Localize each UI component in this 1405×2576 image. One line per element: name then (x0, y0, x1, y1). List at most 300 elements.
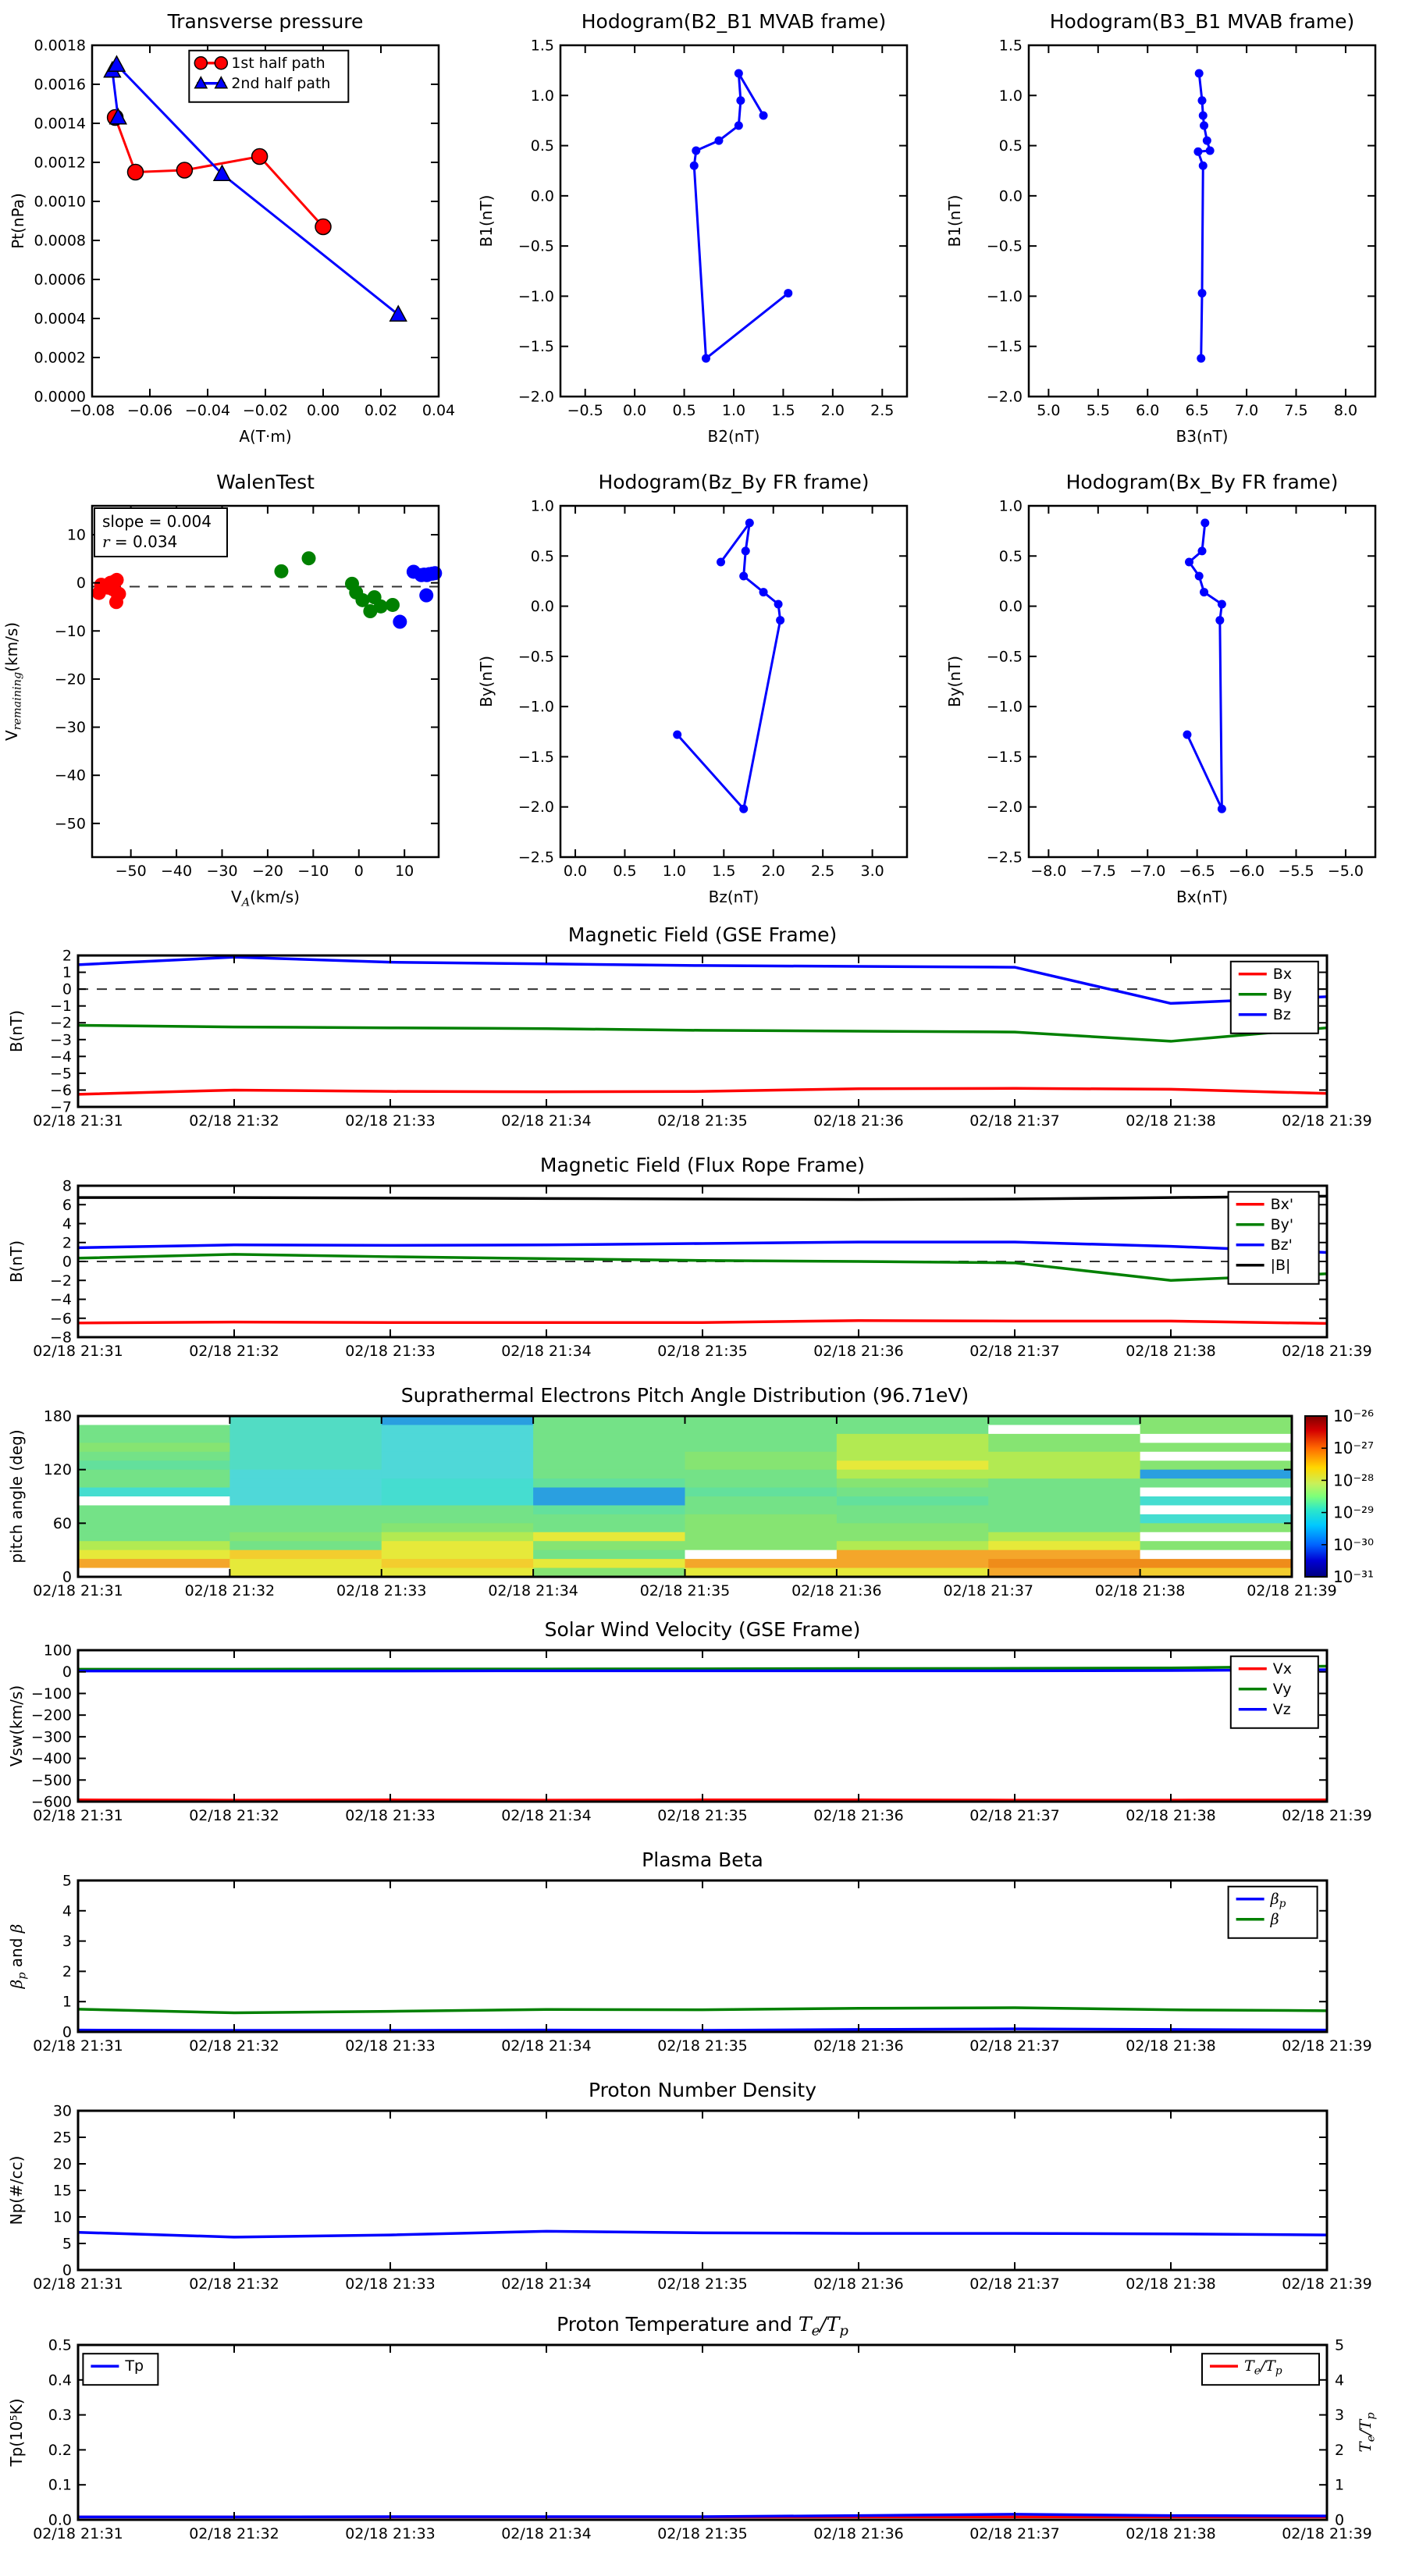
colorbar-tick-label: 10⁻²⁸ (1333, 1471, 1375, 1490)
y-axis-label: B1(nT) (477, 194, 496, 247)
y-tick-label: 30 (52, 2102, 72, 2120)
x-tick-label: −20 (251, 863, 283, 880)
y-tick-label: 0 (62, 1663, 72, 1681)
x-tick-label: 02/18 21:34 (501, 1343, 592, 1360)
data-point-marker (735, 121, 743, 130)
x-tick-label: 02/18 21:34 (501, 1112, 592, 1130)
x-tick-label: 02/18 21:39 (1282, 1807, 1372, 1824)
data-point-marker (739, 805, 748, 813)
heatmap-cell (229, 1461, 382, 1470)
heatmap-cell (382, 1559, 534, 1568)
heatmap-cell (988, 1416, 1140, 1425)
data-point-marker (1198, 289, 1207, 297)
x-tick-label: 02/18 21:34 (501, 1807, 592, 1824)
heatmap-cell (382, 1434, 534, 1443)
y-tick-label: −2.0 (986, 799, 1023, 817)
data-point-marker (759, 588, 768, 596)
y-tick-label: −0.5 (518, 648, 554, 666)
heatmap-cell (1140, 1461, 1293, 1470)
heatmap-cell (229, 1425, 382, 1434)
data-point-marker (690, 162, 699, 170)
heatmap-cell (1140, 1416, 1293, 1425)
legend-label: $T_e/T_p$ (1244, 2357, 1282, 2378)
y-tick-label: 0.5 (48, 2336, 72, 2354)
x-tick-label: −0.08 (69, 402, 116, 419)
y-axis-label: pitch angle (deg) (7, 1429, 26, 1564)
x-tick-label: 6.0 (1136, 402, 1160, 419)
x-tick-label: 02/18 21:36 (813, 2525, 904, 2542)
y-tick-label: 0.3 (48, 2407, 72, 2425)
y-tick-label: −1.0 (986, 287, 1023, 305)
data-point-marker (1203, 137, 1211, 145)
y-tick-label: −4 (49, 1291, 72, 1308)
y-axis-label: Tp(10⁵K) (7, 2398, 26, 2467)
heatmap-cell (78, 1488, 230, 1497)
legend-label: β (1270, 1910, 1279, 1928)
x-tick-label: 02/18 21:37 (969, 1112, 1060, 1130)
heatmap-cell (229, 1550, 382, 1560)
y-tick-label: 4 (62, 1215, 72, 1233)
legend-label: Vx (1272, 1660, 1293, 1678)
data-point-marker (1200, 518, 1209, 527)
y-axis-label: By(nT) (945, 655, 964, 708)
y-tick-label: −2 (49, 1272, 72, 1290)
y-tick-label: −300 (30, 1728, 72, 1746)
plot-title: Magnetic Field (Flux Rope Frame) (539, 1154, 866, 1176)
heatmap-cell (229, 1505, 382, 1514)
y-tick-label: 0.0000 (34, 388, 86, 406)
heatmap-cell (533, 1488, 685, 1497)
x-tick-label: 02/18 21:38 (1126, 2275, 1216, 2293)
data-point-marker (702, 354, 710, 363)
heatmap-cell (533, 1541, 685, 1550)
plot-title: Hodogram(B3_B1 MVAB frame) (1049, 10, 1355, 33)
walen-test-chart (0, 461, 468, 921)
heatmap-cell (1140, 1541, 1293, 1550)
magnetic-field-fluxrope-chart (0, 1151, 1405, 1382)
data-point-marker (736, 96, 745, 105)
y-tick-label: −1.0 (518, 287, 554, 305)
heatmap-cell (988, 1541, 1140, 1550)
plot-title: Solar Wind Velocity (GSE Frame) (544, 1618, 861, 1641)
right-y-tick-label: 3 (1335, 2407, 1345, 2425)
heatmap-cell (685, 1496, 838, 1506)
heatmap-cell (78, 1523, 230, 1532)
y-tick-label: 3 (62, 1933, 72, 1951)
x-tick-label: −5.5 (1278, 863, 1314, 880)
y-tick-label: 8 (62, 1177, 72, 1195)
plot-title: Suprathermal Electrons Pitch Angle Distribution (96.71eV) (400, 1384, 969, 1407)
x-tick-label: −6.5 (1179, 863, 1215, 880)
x-axis-label: Bx(nT) (1176, 888, 1229, 906)
Bz'-line (78, 1242, 1327, 1252)
x-tick-label: 02/18 21:34 (501, 2275, 592, 2293)
plot-title: Plasma Beta (642, 1848, 763, 1871)
heatmap-cell (1140, 1496, 1293, 1506)
y-tick-label: 0.0010 (34, 193, 86, 211)
y-tick-label: −200 (30, 1706, 72, 1724)
heatmap-cell (685, 1434, 838, 1443)
heatmap-cell (533, 1443, 685, 1452)
y-tick-label: 20 (52, 2155, 72, 2173)
heatmap-cell (685, 1478, 838, 1488)
legend-label: By (1272, 985, 1293, 1003)
heatmap-cell (1140, 1514, 1293, 1524)
x-tick-label: 02/18 21:36 (791, 1582, 882, 1599)
heatmap-cell (229, 1488, 382, 1497)
y-tick-label: −1.0 (986, 698, 1023, 716)
data-point-marker (1200, 588, 1208, 596)
y-tick-label: 1.5 (998, 37, 1023, 55)
heatmap-cell (533, 1523, 685, 1532)
heatmap-cell (78, 1496, 230, 1506)
heatmap-cell (685, 1559, 838, 1568)
heatmap-cell (837, 1505, 989, 1514)
x-tick-label: 02/18 21:38 (1126, 1343, 1216, 1360)
y-tick-label: 6 (62, 1196, 72, 1214)
heatmap-cell (1140, 1523, 1293, 1532)
data-point-marker (128, 165, 144, 180)
heatmap-cell (78, 1478, 230, 1488)
heatmap-cell (988, 1559, 1140, 1568)
heatmap-cell (837, 1496, 989, 1506)
y-tick-label: 2 (62, 1234, 72, 1252)
heatmap-cell (988, 1443, 1140, 1452)
heatmap-cell (685, 1505, 838, 1514)
heatmap-cell (78, 1461, 230, 1470)
y-tick-label: 1 (62, 1993, 72, 2011)
heatmap-cell (837, 1514, 989, 1524)
heatmap-cell (533, 1452, 685, 1461)
data-point-marker (742, 546, 750, 555)
legend-label: Bx (1272, 965, 1293, 983)
heatmap-cell (685, 1425, 838, 1434)
heatmap-cell (988, 1478, 1140, 1488)
y-tick-label: 0.0012 (34, 154, 86, 172)
heatmap-cell (382, 1488, 534, 1497)
x-tick-label: 02/18 21:37 (969, 1343, 1060, 1360)
y-tick-label: 0 (76, 575, 86, 592)
heatmap-cell (837, 1425, 989, 1434)
y-tick-label: −20 (54, 671, 86, 688)
legend-label: Bz' (1270, 1236, 1293, 1254)
data-point-marker (1200, 121, 1208, 130)
heatmap-cell (837, 1478, 989, 1488)
data-point-marker (1199, 112, 1208, 120)
x-tick-label: 0 (354, 863, 364, 880)
y-tick-label: −1.0 (518, 698, 554, 716)
data-point-marker (419, 589, 433, 603)
y-tick-label: 0.0006 (34, 271, 86, 289)
x-tick-label: 02/18 21:31 (33, 2525, 123, 2542)
heatmap-cell (1140, 1452, 1293, 1461)
heatmap-cell (837, 1488, 989, 1497)
hodogram-bxby-chart (937, 461, 1405, 921)
beta-line (78, 2008, 1327, 2013)
x-tick-label: 02/18 21:33 (345, 1343, 436, 1360)
x-tick-label: 0.0 (623, 402, 647, 419)
heatmap-cell (988, 1470, 1140, 1479)
heatmap-cell (685, 1523, 838, 1532)
data-point-marker (1218, 805, 1226, 813)
data-point-marker (1195, 69, 1204, 78)
x-tick-label: 2.5 (870, 402, 895, 419)
x-tick-label: 02/18 21:39 (1247, 1582, 1337, 1599)
y-tick-label: 100 (43, 1642, 72, 1660)
x-tick-label: 02/18 21:35 (657, 1112, 748, 1130)
y-tick-label: 0.0 (998, 598, 1023, 616)
x-tick-label: 02/18 21:33 (345, 2525, 436, 2542)
y-tick-label: −100 (30, 1685, 72, 1703)
x-tick-label: 02/18 21:32 (189, 2275, 279, 2293)
proton-temperature-chart (0, 2311, 1405, 2568)
y-tick-label: 120 (43, 1461, 72, 1479)
solar-wind-velocity-chart (0, 1616, 1405, 1846)
x-tick-label: 1.0 (721, 402, 746, 419)
heatmap-cell (1140, 1550, 1293, 1560)
data-point-marker (776, 616, 784, 624)
x-tick-label: 7.5 (1284, 402, 1308, 419)
x-tick-label: 02/18 21:35 (657, 1807, 748, 1824)
x-tick-label: 02/18 21:37 (969, 2037, 1060, 2055)
heatmap-cell (229, 1523, 382, 1532)
Bx-line (78, 1088, 1327, 1094)
plot-title: Proton Temperature and $T_e/T_p$ (557, 2313, 848, 2339)
right-y-tick-label: 4 (1335, 2371, 1345, 2389)
heatmap-cell (533, 1532, 685, 1542)
x-axis-label: $V_A(km/s)$ (231, 888, 300, 909)
heatmap-cell (533, 1470, 685, 1479)
heatmap-cell (533, 1478, 685, 1488)
y-tick-label: −1.5 (986, 748, 1023, 766)
x-tick-label: 02/18 21:35 (657, 1343, 748, 1360)
heatmap-cell (988, 1461, 1140, 1470)
y-tick-label: 0 (62, 1568, 72, 1586)
heatmap-cell (78, 1505, 230, 1514)
heatmap-cell (382, 1496, 534, 1506)
y-tick-label: 25 (52, 2129, 72, 2147)
proton-density-chart (0, 2076, 1405, 2311)
y-axis-label: B(nT) (7, 1009, 26, 1053)
plot-frame (78, 2345, 1327, 2520)
timeseries-stack (0, 921, 1405, 2568)
heatmap-cell (533, 1434, 685, 1443)
annotation-line: slope = 0.004 (102, 512, 212, 531)
y-tick-label: −2 (49, 1014, 72, 1032)
plot-frame (78, 2111, 1327, 2270)
y-tick-label: −4 (49, 1048, 72, 1066)
y-tick-label: 5 (62, 1872, 72, 1890)
heatmap-cell (382, 1470, 534, 1479)
x-tick-label: 02/18 21:31 (33, 1343, 123, 1360)
Bx'-line (78, 1321, 1327, 1324)
heatmap-cell (685, 1452, 838, 1461)
heatmap-cell (533, 1496, 685, 1506)
heatmap-cell (837, 1559, 989, 1568)
x-tick-label: 02/18 21:36 (813, 2037, 904, 2055)
x-tick-label: 02/18 21:37 (969, 1807, 1060, 1824)
y-tick-label: 0 (62, 2023, 72, 2041)
heatmap-cell (685, 1443, 838, 1452)
data-point-marker (739, 572, 748, 581)
y-axis-label: $V_{remaining}(km/s)$ (2, 621, 24, 742)
heatmap-cell (229, 1416, 382, 1425)
y-tick-label: 0.4 (48, 2371, 72, 2389)
data-point-marker (759, 112, 768, 120)
x-tick-label: 02/18 21:38 (1126, 1112, 1216, 1130)
hodogram-b3b1-chart (937, 0, 1405, 461)
y-tick-label: 0.1 (48, 2476, 72, 2494)
y-tick-label: 0.0014 (34, 115, 86, 133)
plot-title: Hodogram(Bz_By FR frame) (598, 471, 870, 493)
data-point-marker (390, 306, 407, 321)
x-tick-label: 02/18 21:31 (33, 2275, 123, 2293)
data-point-marker (176, 162, 192, 178)
data-point-marker (1215, 616, 1224, 624)
heatmap-cell (229, 1470, 382, 1479)
x-tick-label: 1.5 (771, 402, 795, 419)
heatmap-cell (685, 1416, 838, 1425)
y-tick-label: −1.5 (518, 338, 554, 356)
heatmap-cell (78, 1416, 230, 1425)
y-tick-label: −2.0 (986, 388, 1023, 406)
heatmap-cell (533, 1505, 685, 1514)
y-tick-label: −600 (30, 1793, 72, 1811)
data-point-marker (374, 600, 388, 614)
heatmap-cell (382, 1532, 534, 1542)
data-point-marker (1197, 354, 1205, 363)
x-tick-label: 02/18 21:38 (1094, 1582, 1186, 1599)
y-tick-label: 5 (62, 2235, 72, 2253)
heatmap-cell (1140, 1478, 1293, 1488)
colorbar-tick-label: 10⁻³⁰ (1333, 1535, 1375, 1554)
data-point-marker (1193, 148, 1202, 156)
plot-title: WalenTest (216, 471, 315, 493)
legend-label: Vy (1272, 1680, 1292, 1698)
x-tick-label: −5.0 (1327, 863, 1364, 880)
x-axis-label: B3(nT) (1176, 427, 1229, 446)
y-tick-label: 2 (62, 1962, 72, 1980)
y-tick-label: 1 (62, 964, 72, 982)
x-tick-label: 5.0 (1037, 402, 1061, 419)
x-tick-label: 0.02 (364, 402, 398, 419)
heatmap-cell (382, 1514, 534, 1524)
x-tick-label: 6.5 (1185, 402, 1209, 419)
heatmap-cell (685, 1470, 838, 1479)
By'-line (78, 1254, 1327, 1280)
heatmap-cell (988, 1434, 1140, 1443)
y-tick-label: 0 (62, 2261, 72, 2279)
y-tick-label: −0.5 (986, 648, 1023, 666)
heatmap-cell (229, 1434, 382, 1443)
x-tick-label: 2.5 (811, 863, 835, 880)
x-tick-label: 02/18 21:33 (345, 2275, 436, 2293)
x-tick-label: 02/18 21:32 (184, 1582, 276, 1599)
x-tick-label: 02/18 21:38 (1126, 2525, 1216, 2542)
heatmap-cell (685, 1514, 838, 1524)
x-tick-label: −7.0 (1129, 863, 1166, 880)
heatmap-cell (533, 1550, 685, 1560)
By-line (78, 1025, 1327, 1041)
legend-label: Bz (1272, 1005, 1291, 1023)
data-point-marker (745, 518, 754, 527)
y-tick-label: 1.0 (530, 497, 554, 515)
legend-label: 2nd half path (231, 74, 331, 92)
x-tick-label: 02/18 21:31 (33, 1112, 123, 1130)
x-tick-label: 02/18 21:32 (189, 1343, 279, 1360)
heatmap-cell (1140, 1425, 1293, 1434)
y-tick-label: 0.0 (48, 2511, 72, 2529)
plot-title: Proton Number Density (589, 2079, 816, 2101)
plot-frame (78, 1650, 1327, 1802)
data-point-marker (784, 289, 792, 297)
transverse-pressure-chart (0, 0, 468, 461)
x-tick-label: 02/18 21:37 (943, 1582, 1034, 1599)
Bz-line (78, 957, 1327, 1003)
heatmap-cell (988, 1532, 1140, 1542)
x-tick-label: 02/18 21:36 (813, 1807, 904, 1824)
x-axis-label: B2(nT) (707, 427, 760, 446)
y-tick-label: 1.0 (530, 87, 554, 105)
heatmap-cell (685, 1488, 838, 1497)
heatmap-cell (685, 1541, 838, 1550)
y-tick-label: 0.5 (530, 137, 554, 155)
y-tick-label: 0.0 (530, 598, 554, 616)
x-tick-label: 8.0 (1333, 402, 1358, 419)
colorbar (1305, 1416, 1327, 1577)
heatmap-cell (229, 1532, 382, 1542)
data-point-marker (1185, 558, 1193, 567)
y-tick-label: 0.5 (998, 137, 1023, 155)
data-point-marker (1195, 572, 1204, 581)
legend-box (83, 2354, 158, 2385)
data-point-marker (1199, 162, 1208, 170)
heatmap-cell (533, 1461, 685, 1470)
y-tick-label: −2.0 (518, 388, 554, 406)
heatmap-cell (382, 1523, 534, 1532)
right-y-axis-label: $T_e/T_p$ (1356, 2412, 1378, 2453)
data-point-marker (735, 69, 743, 78)
x-tick-label: 02/18 21:39 (1282, 1112, 1372, 1130)
x-tick-label: −10 (297, 863, 329, 880)
x-tick-label: −0.5 (567, 402, 603, 419)
x-tick-label: 02/18 21:38 (1126, 2037, 1216, 2055)
y-tick-label: 1.5 (530, 37, 554, 55)
heatmap-cell (229, 1541, 382, 1550)
y-tick-label: −2.5 (518, 849, 554, 866)
data-point-marker (673, 731, 681, 739)
heatmap-cell (533, 1416, 685, 1425)
data-point-marker (302, 551, 316, 565)
colorbar-tick-label: 10⁻²⁹ (1333, 1503, 1375, 1522)
heatmap-cell (988, 1496, 1140, 1506)
hodogram-bzby-chart (468, 461, 937, 921)
heatmap-cell (988, 1425, 1140, 1434)
y-tick-label: −0.5 (986, 237, 1023, 255)
y-tick-label: 0.5 (530, 547, 554, 565)
y-tick-label: −50 (54, 815, 86, 833)
heatmap-cell (382, 1541, 534, 1550)
heatmap-cell (229, 1478, 382, 1488)
legend-label: Vz (1272, 1700, 1291, 1718)
right-y-tick-label: 0 (1335, 2511, 1345, 2529)
heatmap-cell (685, 1532, 838, 1542)
y-tick-label: −1 (49, 998, 72, 1016)
plot-title: Transverse pressure (167, 10, 364, 33)
x-tick-label: −6.0 (1229, 863, 1265, 880)
plot-title: Magnetic Field (GSE Frame) (567, 923, 838, 946)
heatmap-cell (1140, 1470, 1293, 1479)
